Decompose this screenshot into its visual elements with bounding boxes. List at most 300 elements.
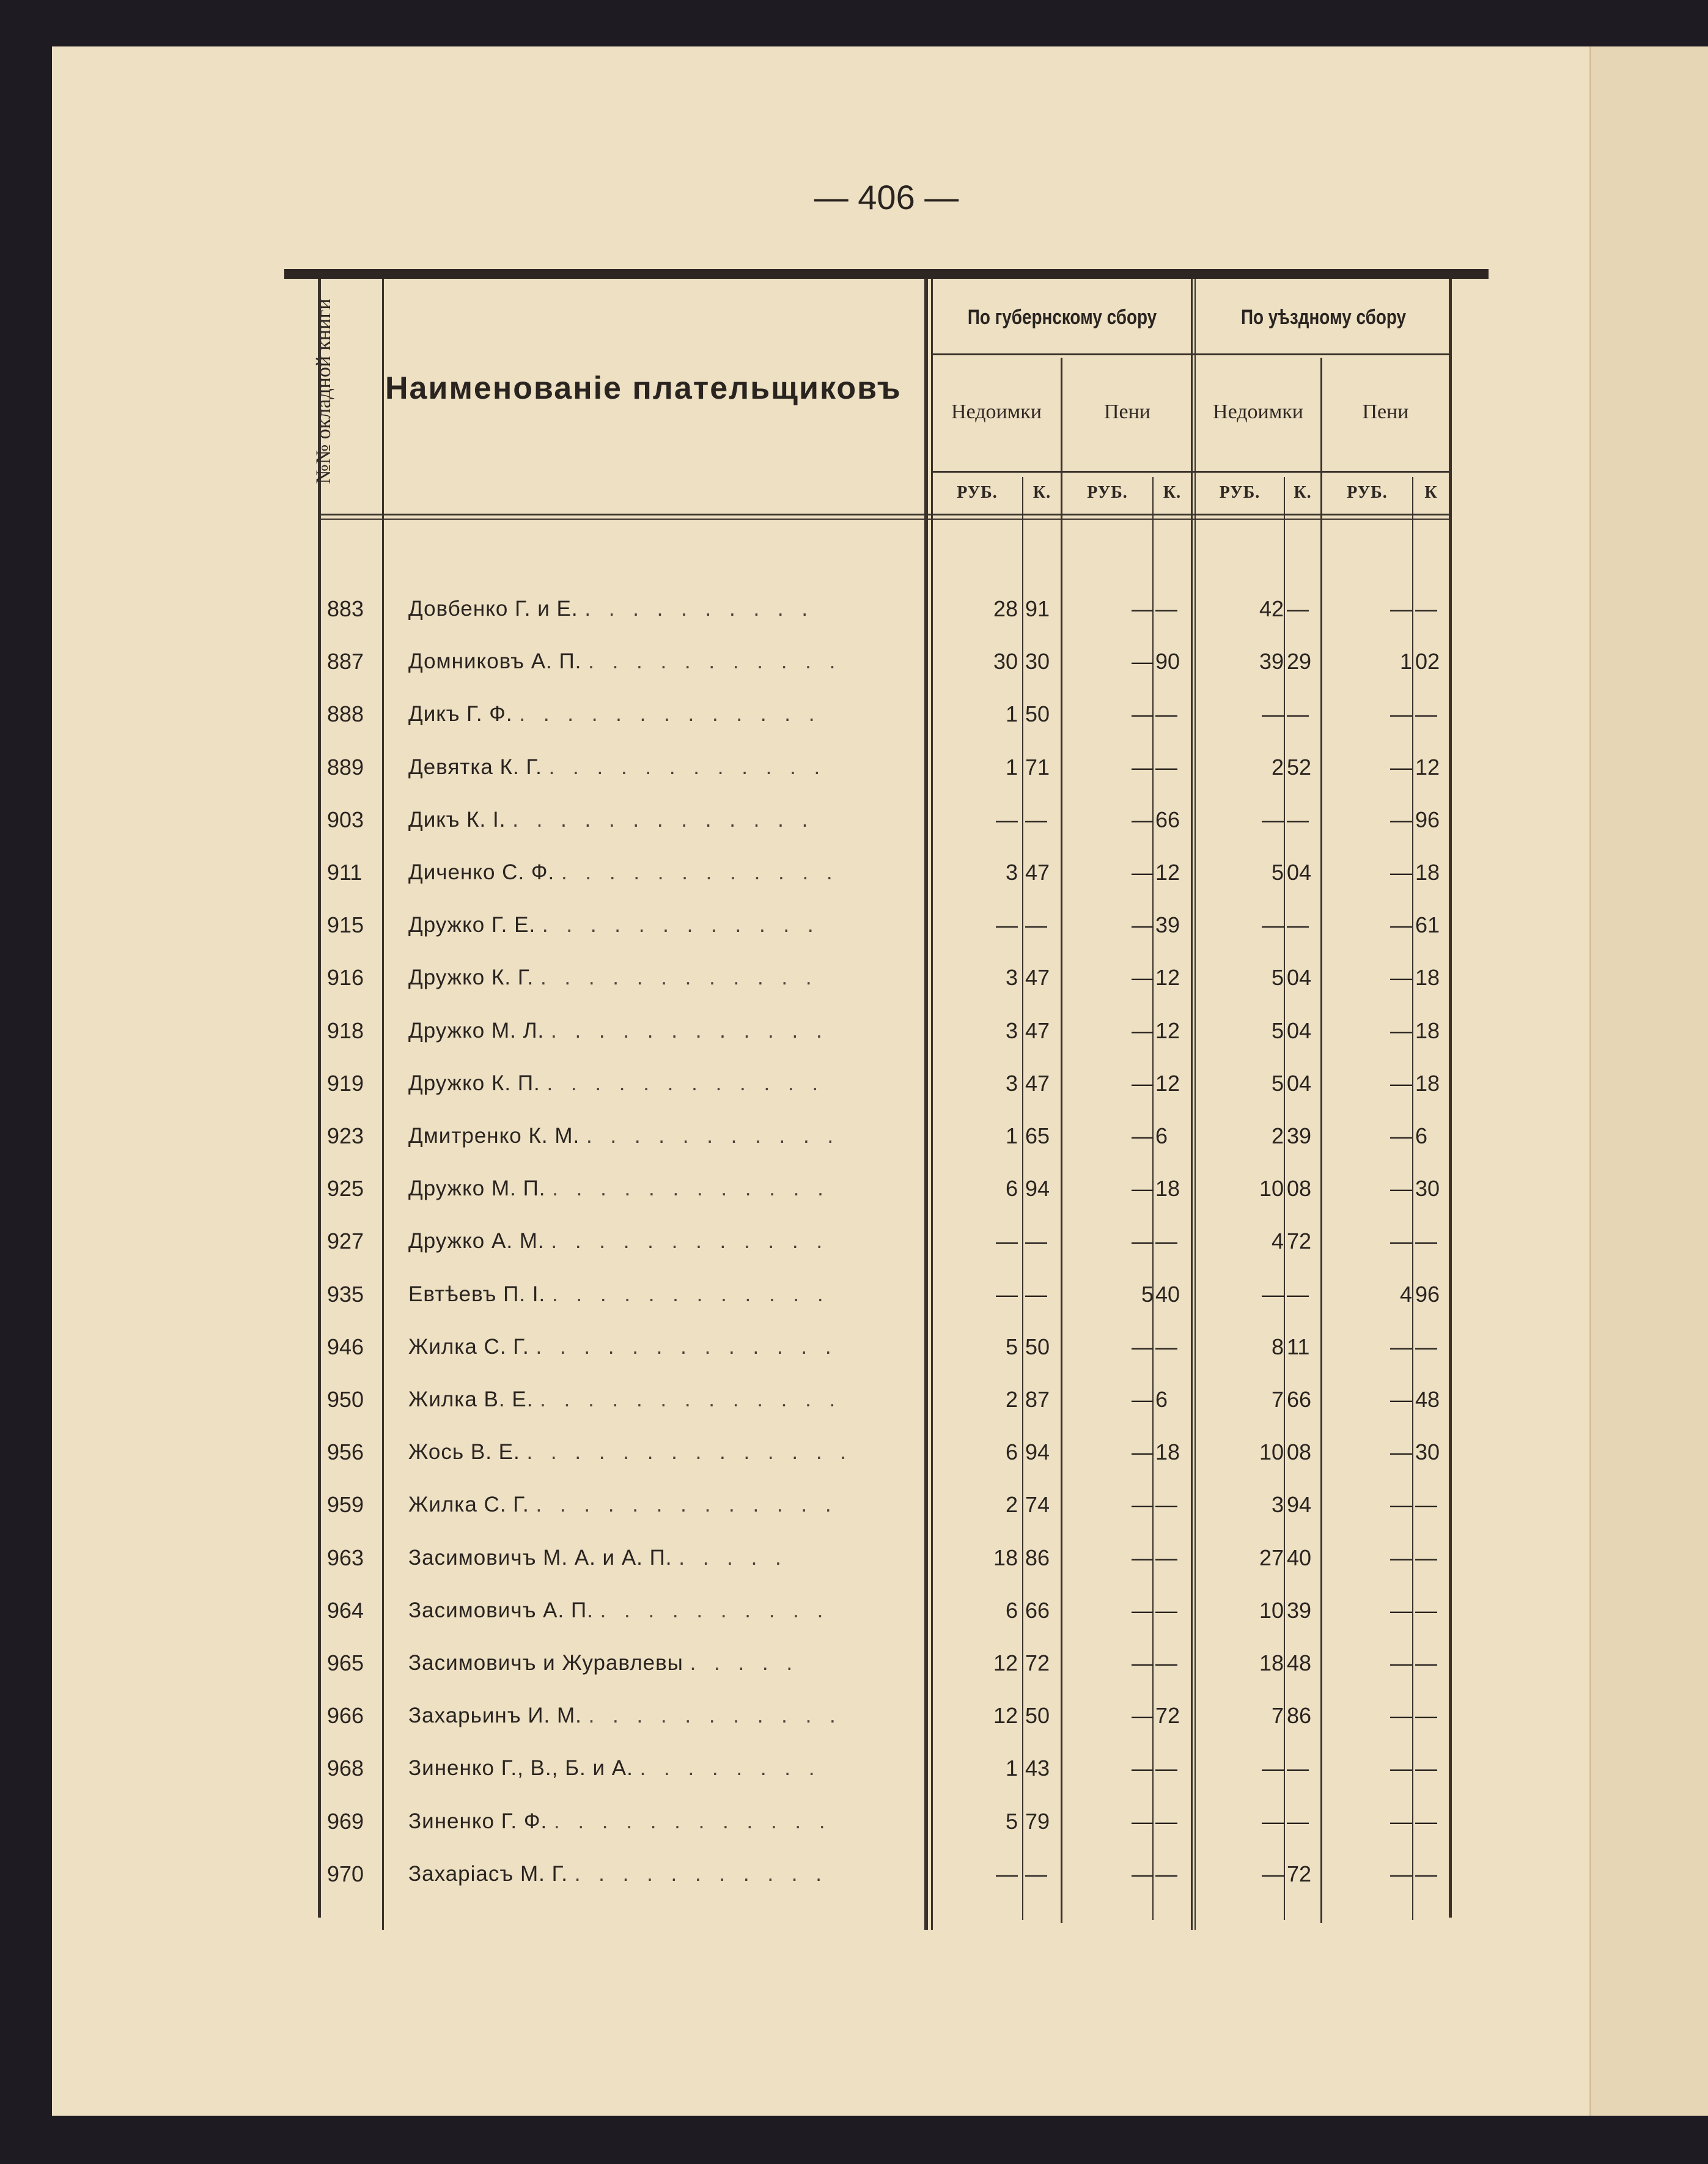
provincial-arrears-kopecks: —	[1025, 1228, 1047, 1254]
payer-name	[408, 1803, 922, 1840]
book-number: 968	[327, 1756, 364, 1781]
payer-name-text: Дикъ Г. Ф.	[408, 702, 513, 726]
payer-name-text: Домниковъ А. П.	[408, 649, 582, 673]
provincial-penalty-kopecks: 90	[1155, 649, 1180, 674]
district-penalty-kopecks: —	[1415, 1545, 1437, 1570]
leader-dots: . . . . . . . . . . . . .	[536, 1493, 837, 1516]
leader-dots: . . . . . . . . . .	[600, 1598, 830, 1622]
book-number: 950	[327, 1387, 364, 1412]
district-penalty-kopecks: —	[1415, 596, 1437, 621]
district-penalty-rubles: —	[1390, 1387, 1412, 1412]
leader-dots: . . . . . . . . . . . .	[552, 1176, 830, 1200]
book-number: 925	[327, 1176, 364, 1201]
payer-name-text: Дружко М. Л.	[408, 1019, 545, 1043]
payer-name	[408, 1223, 922, 1260]
payer-name-text: Жилка В. Е.	[408, 1387, 534, 1411]
penalties-header: Пени	[1362, 401, 1409, 423]
payer-name	[408, 749, 922, 786]
header-divider	[931, 471, 1451, 473]
district-penalty-kopecks: —	[1415, 1756, 1437, 1781]
provincial-penalty-rubles: —	[1132, 1228, 1154, 1254]
provincial-arrears-rubles: —	[996, 1228, 1018, 1254]
table-row	[0, 1013, 1708, 1049]
table-row	[0, 591, 1708, 627]
arrears-header: Недоимки	[1213, 401, 1303, 423]
district-penalty-kopecks: —	[1415, 1861, 1437, 1886]
provincial-penalty-kopecks: 66	[1155, 807, 1180, 832]
payer-name-text: Довбенко Г. и Е.	[408, 597, 578, 621]
table-row	[0, 854, 1708, 891]
provincial-arrears-kopecks: 72	[1025, 1650, 1050, 1675]
payer-name-text: Дмитренко К. М.	[408, 1124, 580, 1148]
district-penalty-kopecks: 18	[1415, 1071, 1440, 1096]
provincial-arrears-rubles: 18	[993, 1545, 1018, 1570]
provincial-arrears-kopecks: 94	[1025, 1176, 1050, 1201]
payer-name-text: Жилка С. Г.	[408, 1493, 529, 1516]
provincial-arrears-rubles: 30	[993, 649, 1018, 674]
table-row	[0, 696, 1708, 733]
table-row	[0, 643, 1708, 680]
provincial-arrears-rubles: 5	[1005, 1809, 1018, 1834]
book-number: 903	[327, 807, 364, 832]
district-penalty-kopecks: —	[1415, 1809, 1437, 1834]
district-arrears-kopecks: 29	[1287, 649, 1312, 674]
provincial-arrears-kopecks: 50	[1025, 1703, 1050, 1728]
provincial-penalty-kopecks: 12	[1155, 1018, 1180, 1043]
provincial-arrears-kopecks: 71	[1025, 755, 1050, 780]
leader-dots: . . . . . . . . . . . . .	[540, 1387, 842, 1411]
book-number: 970	[327, 1861, 364, 1886]
leader-dots: . . . . . . . . . . . .	[553, 1809, 831, 1833]
leader-dots: . . . . . . . . . . . .	[540, 966, 818, 989]
payer-name-text: Дикъ К. І.	[408, 808, 506, 832]
provincial-arrears-rubles: —	[996, 807, 1018, 832]
district-penalty-rubles: 1	[1399, 649, 1412, 674]
table-row	[0, 1856, 1708, 1893]
district-arrears-rubles: 5	[1271, 1018, 1284, 1043]
rubles-unit: РУБ.	[1087, 483, 1128, 502]
payer-name	[408, 1065, 922, 1102]
table-row	[0, 1750, 1708, 1787]
district-penalty-kopecks: 6	[1415, 1123, 1428, 1148]
district-penalty-kopecks: —	[1415, 701, 1437, 726]
payer-name-text: Засимовичъ и Журавлевы	[408, 1651, 683, 1675]
district-penalty-rubles: 4	[1399, 1282, 1412, 1307]
district-arrears-kopecks: —	[1287, 701, 1309, 726]
provincial-arrears-kopecks: 87	[1025, 1387, 1050, 1412]
district-arrears-rubles: 5	[1271, 1071, 1284, 1096]
provincial-penalty-kopecks: 12	[1155, 965, 1180, 990]
payer-name-text: Дружко А. М.	[408, 1229, 545, 1253]
payer-name	[408, 1381, 922, 1418]
provincial-penalty-rubles: —	[1132, 912, 1154, 937]
district-arrears-kopecks: 66	[1287, 1387, 1312, 1412]
district-penalty-kopecks: 61	[1415, 912, 1440, 937]
payer-name-text: Захарьинъ И. М.	[408, 1704, 582, 1727]
provincial-arrears-rubles: 1	[1005, 701, 1018, 726]
provincial-penalty-rubles: —	[1132, 1756, 1154, 1781]
book-number: 969	[327, 1809, 364, 1834]
provincial-arrears-rubles: 1	[1005, 755, 1018, 780]
leader-dots: . . . . . . . . . .	[584, 597, 814, 621]
payer-name	[408, 1013, 922, 1049]
district-penalty-rubles: —	[1390, 596, 1412, 621]
district-arrears-rubles: —	[1262, 912, 1284, 937]
provincial-arrears-rubles: 6	[1005, 1176, 1018, 1201]
payer-name	[408, 1434, 922, 1471]
book-number: 923	[327, 1123, 364, 1148]
district-penalty-kopecks: —	[1415, 1703, 1437, 1728]
header-bottom-rule	[318, 514, 1452, 515]
book-number: 916	[327, 965, 364, 990]
district-arrears-rubles: 5	[1271, 965, 1284, 990]
kopecks-unit: К	[1424, 483, 1438, 502]
table-row	[0, 749, 1708, 786]
book-number: 966	[327, 1703, 364, 1728]
district-arrears-kopecks: —	[1287, 1756, 1309, 1781]
book-number: 956	[327, 1439, 364, 1464]
provincial-arrears-rubles: 2	[1005, 1492, 1018, 1517]
district-arrears-rubles: 39	[1259, 649, 1284, 674]
provincial-penalty-kopecks: —	[1155, 701, 1177, 726]
provincial-arrears-kopecks: 50	[1025, 1334, 1050, 1359]
district-penalty-rubles: —	[1390, 1228, 1412, 1254]
payer-name	[408, 696, 922, 733]
district-penalty-rubles: —	[1390, 1018, 1412, 1043]
rubles-unit: РУБ.	[1347, 483, 1388, 502]
provincial-arrears-rubles: 12	[993, 1650, 1018, 1675]
provincial-arrears-kopecks: —	[1025, 1861, 1047, 1886]
column-divider	[1194, 279, 1196, 1930]
provincial-penalty-rubles: —	[1132, 1176, 1154, 1201]
payer-name	[408, 959, 922, 996]
provincial-penalty-rubles: —	[1132, 807, 1154, 832]
district-penalty-rubles: —	[1390, 1071, 1412, 1096]
provincial-penalty-rubles: —	[1132, 1545, 1154, 1570]
district-arrears-kopecks: 04	[1287, 1071, 1312, 1096]
provincial-penalty-kopecks: 18	[1155, 1176, 1180, 1201]
provincial-penalty-kopecks: —	[1155, 1809, 1177, 1834]
payer-name-text: Девятка К. Г.	[408, 755, 542, 779]
provincial-arrears-rubles: 28	[993, 596, 1018, 621]
payer-name	[408, 1118, 922, 1154]
provincial-arrears-rubles: 3	[1005, 1018, 1018, 1043]
table-row	[0, 1697, 1708, 1734]
provincial-arrears-kopecks: 47	[1025, 1071, 1050, 1096]
provincial-penalty-kopecks: 6	[1155, 1123, 1168, 1148]
top-rule	[284, 269, 1489, 279]
provincial-penalty-rubles: —	[1132, 1703, 1154, 1728]
book-number: 887	[327, 649, 364, 674]
header-bottom-rule	[318, 519, 1452, 520]
district-arrears-kopecks: 11	[1287, 1334, 1310, 1359]
payer-name-text: Дружко М. П.	[408, 1176, 546, 1200]
payer-name-text: Евтѣевъ П. І.	[408, 1282, 546, 1306]
provincial-arrears-kopecks: —	[1025, 807, 1047, 832]
district-arrears-kopecks: 04	[1287, 965, 1312, 990]
leader-dots: . . . . . . . . . . . . . .	[526, 1440, 853, 1464]
payer-name	[408, 1276, 922, 1313]
kopecks-unit: К.	[1163, 483, 1182, 502]
provincial-penalty-kopecks: 39	[1155, 912, 1180, 937]
payer-name-text: Зиненко Г., В., Б. и А.	[408, 1756, 633, 1780]
provincial-penalty-rubles: —	[1132, 1809, 1154, 1834]
book-number: 935	[327, 1282, 364, 1307]
kopecks-unit: К.	[1294, 483, 1312, 502]
table-row	[0, 1170, 1708, 1207]
provincial-levy-header: По губернскому сбору	[967, 306, 1157, 329]
provincial-penalty-kopecks: —	[1155, 596, 1177, 621]
page-number: — 406 —	[814, 178, 959, 216]
provincial-penalty-rubles: —	[1132, 965, 1154, 990]
district-penalty-rubles: —	[1390, 860, 1412, 885]
district-penalty-rubles: —	[1390, 1334, 1412, 1359]
provincial-arrears-kopecks: 91	[1025, 596, 1050, 621]
payer-name	[408, 643, 922, 680]
district-penalty-rubles: —	[1390, 1756, 1412, 1781]
leader-dots: . . . . . . . . . . .	[574, 1862, 828, 1886]
provincial-penalty-rubles: —	[1132, 1598, 1154, 1623]
provincial-arrears-kopecks: 43	[1025, 1756, 1050, 1781]
column-divider	[931, 279, 933, 1930]
table-row	[0, 1434, 1708, 1471]
district-penalty-kopecks: —	[1415, 1492, 1437, 1517]
book-number-header: №№ окладной книги	[312, 298, 335, 484]
district-penalty-kopecks: 18	[1415, 1018, 1440, 1043]
district-penalty-kopecks: 12	[1415, 755, 1440, 780]
leader-dots: . . . . . . . . . . . .	[548, 755, 826, 779]
table-row	[0, 1803, 1708, 1840]
provincial-arrears-rubles: —	[996, 1861, 1018, 1886]
leader-dots: . . . . . . . . . . .	[588, 1704, 842, 1727]
provincial-penalty-kopecks: —	[1155, 1598, 1177, 1623]
payer-name	[408, 1697, 922, 1734]
district-penalty-rubles: —	[1390, 1176, 1412, 1201]
payer-name	[408, 1486, 922, 1523]
district-penalty-kopecks: —	[1415, 1334, 1437, 1359]
district-arrears-rubles: 10	[1259, 1439, 1284, 1464]
book-number: 888	[327, 701, 364, 726]
district-penalty-kopecks: 18	[1415, 860, 1440, 885]
kopecks-unit: К.	[1033, 483, 1051, 502]
provincial-arrears-rubles: —	[996, 912, 1018, 937]
provincial-arrears-rubles: 1	[1005, 1123, 1018, 1148]
table-row	[0, 1065, 1708, 1102]
district-arrears-kopecks: 39	[1287, 1123, 1312, 1148]
provincial-penalty-rubles: —	[1132, 1018, 1154, 1043]
provincial-penalty-kopecks: —	[1155, 1334, 1177, 1359]
column-divider	[1191, 279, 1193, 1930]
district-arrears-kopecks: 04	[1287, 1018, 1312, 1043]
district-penalty-kopecks: 96	[1415, 1282, 1440, 1307]
provincial-arrears-rubles: 1	[1005, 1756, 1018, 1781]
district-arrears-rubles: 42	[1259, 596, 1284, 621]
district-arrears-rubles: —	[1262, 701, 1284, 726]
district-arrears-rubles: 5	[1271, 860, 1284, 885]
district-arrears-rubles: 18	[1259, 1650, 1284, 1675]
district-penalty-kopecks: —	[1415, 1228, 1437, 1254]
district-penalty-rubles: —	[1390, 1809, 1412, 1834]
provincial-arrears-rubles: 6	[1005, 1439, 1018, 1464]
payer-name-text: Диченко С. Ф.	[408, 860, 555, 884]
district-arrears-rubles: 2	[1271, 755, 1284, 780]
district-arrears-rubles: 10	[1259, 1598, 1284, 1623]
table-row	[0, 1645, 1708, 1682]
payer-name-text: Засимовичъ М. А. и А. П.	[408, 1546, 672, 1570]
provincial-penalty-rubles: —	[1132, 755, 1154, 780]
provincial-penalty-rubles: —	[1132, 649, 1154, 674]
leader-dots: . . . . . . . . . . .	[586, 1124, 840, 1148]
provincial-penalty-rubles: —	[1132, 860, 1154, 885]
payer-name-text: Дружко Г. Е.	[408, 913, 536, 937]
book-number: 889	[327, 755, 364, 780]
provincial-arrears-kopecks: 65	[1025, 1123, 1050, 1148]
provincial-penalty-kopecks: 12	[1155, 1071, 1180, 1096]
district-arrears-rubles: 3	[1271, 1492, 1284, 1517]
payer-name	[408, 907, 922, 944]
district-penalty-kopecks: 96	[1415, 807, 1440, 832]
payer-name-text: Захаріасъ М. Г.	[408, 1862, 568, 1886]
arrears-header: Недоимки	[951, 401, 1042, 423]
district-arrears-kopecks: 94	[1287, 1492, 1312, 1517]
district-penalty-rubles: —	[1390, 755, 1412, 780]
provincial-arrears-rubles: —	[996, 1282, 1018, 1307]
leader-dots: . . . . . . . . . . .	[588, 649, 842, 673]
payer-name-text: Засимовичъ А. П.	[408, 1598, 594, 1622]
provincial-penalty-rubles: —	[1132, 1861, 1154, 1886]
district-penalty-rubles: —	[1390, 1492, 1412, 1517]
table-row	[0, 1118, 1708, 1154]
provincial-arrears-rubles: 6	[1005, 1598, 1018, 1623]
provincial-penalty-rubles: 5	[1141, 1282, 1154, 1307]
district-arrears-kopecks: —	[1287, 912, 1309, 937]
provincial-arrears-kopecks: 47	[1025, 1018, 1050, 1043]
payer-name	[408, 591, 922, 627]
district-arrears-rubles: 7	[1271, 1703, 1284, 1728]
leader-dots: . . . . . . . . . . . .	[551, 1282, 830, 1306]
district-arrears-rubles: 2	[1271, 1123, 1284, 1148]
district-arrears-rubles: 4	[1271, 1228, 1284, 1254]
provincial-penalty-rubles: —	[1132, 1334, 1154, 1359]
district-arrears-rubles: 7	[1271, 1387, 1284, 1412]
payer-name	[408, 1856, 922, 1893]
header-divider	[931, 353, 1451, 355]
district-arrears-rubles: —	[1262, 807, 1284, 832]
district-penalty-rubles: —	[1390, 807, 1412, 832]
district-arrears-rubles: —	[1262, 1809, 1284, 1834]
table-row	[0, 959, 1708, 996]
district-arrears-kopecks: —	[1287, 1809, 1309, 1834]
payer-name-text: Жось В. Е.	[408, 1440, 520, 1464]
table-row	[0, 1223, 1708, 1260]
leader-dots: . . . . . . . .	[639, 1756, 821, 1780]
book-number: 911	[327, 860, 363, 885]
district-arrears-kopecks: 72	[1287, 1228, 1312, 1254]
payer-name-text: Жилка С. Г.	[408, 1335, 529, 1359]
provincial-arrears-kopecks: —	[1025, 1282, 1047, 1307]
provincial-penalty-kopecks: 72	[1155, 1703, 1180, 1728]
payer-name	[408, 1540, 922, 1576]
district-penalty-rubles: —	[1390, 1703, 1412, 1728]
provincial-penalty-kopecks: —	[1155, 1545, 1177, 1570]
district-arrears-kopecks: 39	[1287, 1598, 1312, 1623]
payer-name	[408, 802, 922, 838]
district-arrears-kopecks: 08	[1287, 1176, 1312, 1201]
provincial-arrears-rubles: 3	[1005, 965, 1018, 990]
table-row	[0, 1540, 1708, 1576]
provincial-penalty-rubles: —	[1132, 1071, 1154, 1096]
payer-name	[408, 1329, 922, 1365]
column-divider	[382, 279, 384, 1930]
payer-name-header: Наименованіе плательщиковъ	[385, 371, 902, 406]
provincial-penalty-kopecks: —	[1155, 755, 1177, 780]
district-penalty-rubles: —	[1390, 1598, 1412, 1623]
table-row	[0, 1486, 1708, 1523]
provincial-penalty-rubles: —	[1132, 701, 1154, 726]
payer-name	[408, 1750, 922, 1787]
provincial-arrears-kopecks: 86	[1025, 1545, 1050, 1570]
provincial-penalty-kopecks: 6	[1155, 1387, 1168, 1412]
table-row	[0, 1329, 1708, 1365]
provincial-arrears-rubles: 2	[1005, 1387, 1018, 1412]
payer-name	[408, 1170, 922, 1207]
district-arrears-rubles: 8	[1271, 1334, 1284, 1359]
table-row	[0, 1276, 1708, 1313]
district-penalty-rubles: —	[1390, 1123, 1412, 1148]
leader-dots: . . . . . . . . . . . . .	[512, 808, 814, 832]
provincial-penalty-kopecks: —	[1155, 1650, 1177, 1675]
provincial-arrears-kopecks: 79	[1025, 1809, 1050, 1834]
district-penalty-kopecks: 30	[1415, 1176, 1440, 1201]
book-number: 959	[327, 1492, 364, 1517]
payer-name-text: Дружко К. Г.	[408, 966, 534, 989]
provincial-arrears-kopecks: 30	[1025, 649, 1050, 674]
provincial-arrears-kopecks: 66	[1025, 1598, 1050, 1623]
provincial-penalty-kopecks: 18	[1155, 1439, 1180, 1464]
provincial-penalty-kopecks: —	[1155, 1756, 1177, 1781]
district-arrears-rubles: —	[1262, 1282, 1284, 1307]
leader-dots: . . . . . . . . . . . .	[561, 860, 839, 884]
provincial-arrears-kopecks: —	[1025, 912, 1047, 937]
provincial-penalty-kopecks: 40	[1155, 1282, 1180, 1307]
provincial-penalty-rubles: —	[1132, 1439, 1154, 1464]
table-row	[0, 1592, 1708, 1629]
rubles-unit: РУБ.	[1219, 483, 1261, 502]
district-arrears-kopecks: 08	[1287, 1439, 1312, 1464]
payer-name-text: Дружко К. П.	[408, 1071, 540, 1095]
district-penalty-kopecks: 30	[1415, 1439, 1440, 1464]
provincial-penalty-rubles: —	[1132, 1650, 1154, 1675]
leader-dots: . . . . . . . . . . . . .	[536, 1335, 837, 1359]
payer-name	[408, 1592, 922, 1629]
district-penalty-rubles: —	[1390, 1439, 1412, 1464]
provincial-penalty-kopecks: —	[1155, 1861, 1177, 1886]
district-penalty-kopecks: 48	[1415, 1387, 1440, 1412]
district-arrears-kopecks: 40	[1287, 1545, 1312, 1570]
district-penalty-kopecks: —	[1415, 1598, 1437, 1623]
district-arrears-rubles: —	[1262, 1861, 1284, 1886]
provincial-penalty-rubles: —	[1132, 1123, 1154, 1148]
district-penalty-rubles: —	[1390, 1545, 1412, 1570]
book-number: 963	[327, 1545, 364, 1570]
leader-dots: . . . . . . . . . . . . .	[519, 702, 821, 726]
leader-dots: . . . . . . . . . . . .	[547, 1071, 825, 1095]
district-arrears-rubles: 10	[1259, 1176, 1284, 1201]
leader-dots: . . . . .	[690, 1651, 799, 1675]
district-levy-header: По уѣздному сбору	[1240, 306, 1407, 329]
district-arrears-kopecks: 52	[1287, 755, 1312, 780]
table-row	[0, 907, 1708, 944]
